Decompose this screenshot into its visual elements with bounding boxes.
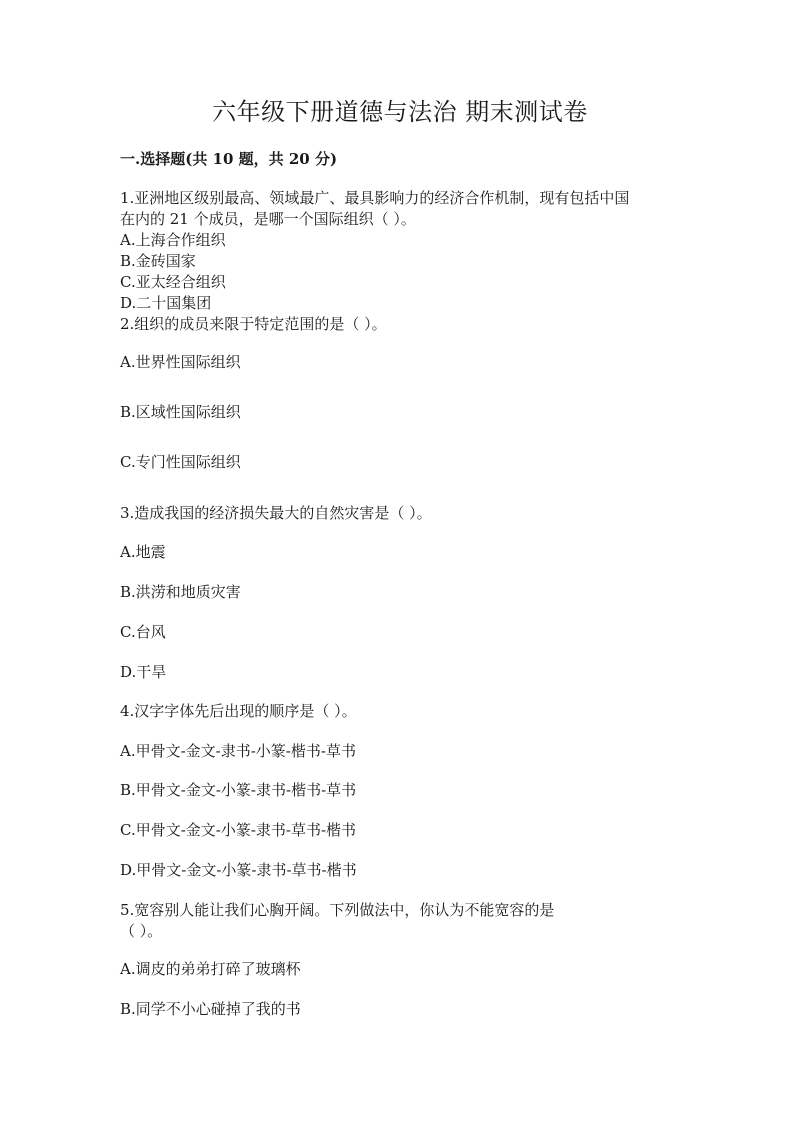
question-3-option-b: B.洪涝和地质灾害 xyxy=(120,583,241,601)
question-2-option-b: B.区域性国际组织 xyxy=(120,403,241,421)
question-1-option-b: B.金砖国家 xyxy=(120,252,196,270)
exam-title: 六年级下册道德与法治 期末测试卷 xyxy=(212,98,588,126)
question-4-option-d: D.甲骨文-金文-小篆-隶书-草书-楷书 xyxy=(120,861,357,879)
section-heading: 一.选择题(共 10 题，共 20 分) xyxy=(120,150,338,168)
question-5-stem-line-2: （ ）。 xyxy=(120,922,163,940)
question-1-option-c: C.亚太经合组织 xyxy=(120,273,226,291)
question-4-option-c: C.甲骨文-金文-小篆-隶书-草书-楷书 xyxy=(120,821,357,839)
question-4-option-b: B.甲骨文-金文-小篆-隶书-楷书-草书 xyxy=(120,781,357,799)
question-3-option-d: D.干旱 xyxy=(120,663,167,681)
question-1-stem-line-2: 在内的 21 个成员，是哪一个国际组织（ ）。 xyxy=(120,210,416,228)
question-5-option-b: B.同学不小心碰掉了我的书 xyxy=(120,1000,301,1018)
question-3-stem: 3.造成我国的经济损失最大的自然灾害是（ ）。 xyxy=(120,504,432,522)
question-1-option-a: A.上海合作组织 xyxy=(120,231,226,249)
question-1-stem-line-1: 1.亚洲地区级别最高、领域最广、最具影响力的经济合作机制，现有包括中国 xyxy=(120,189,630,207)
question-2-stem: 2.组织的成员来限于特定范围的是（ ）。 xyxy=(120,315,387,333)
question-5-stem-line-1: 5.宽容别人能让我们心胸开阔。下列做法中，你认为不能宽容的是 xyxy=(120,901,555,919)
question-5-option-a: A.调皮的弟弟打碎了玻璃杯 xyxy=(120,960,301,978)
question-3-option-a: A.地震 xyxy=(120,543,166,561)
question-2-option-c: C.专门性国际组织 xyxy=(120,453,241,471)
question-4-stem: 4.汉字字体先后出现的顺序是（ ）。 xyxy=(120,702,357,720)
question-2-option-a: A.世界性国际组织 xyxy=(120,353,241,371)
question-4-option-a: A.甲骨文-金文-隶书-小篆-楷书-草书 xyxy=(120,742,356,760)
question-1-option-d: D.二十国集团 xyxy=(120,294,212,312)
question-3-option-c: C.台风 xyxy=(120,623,166,641)
